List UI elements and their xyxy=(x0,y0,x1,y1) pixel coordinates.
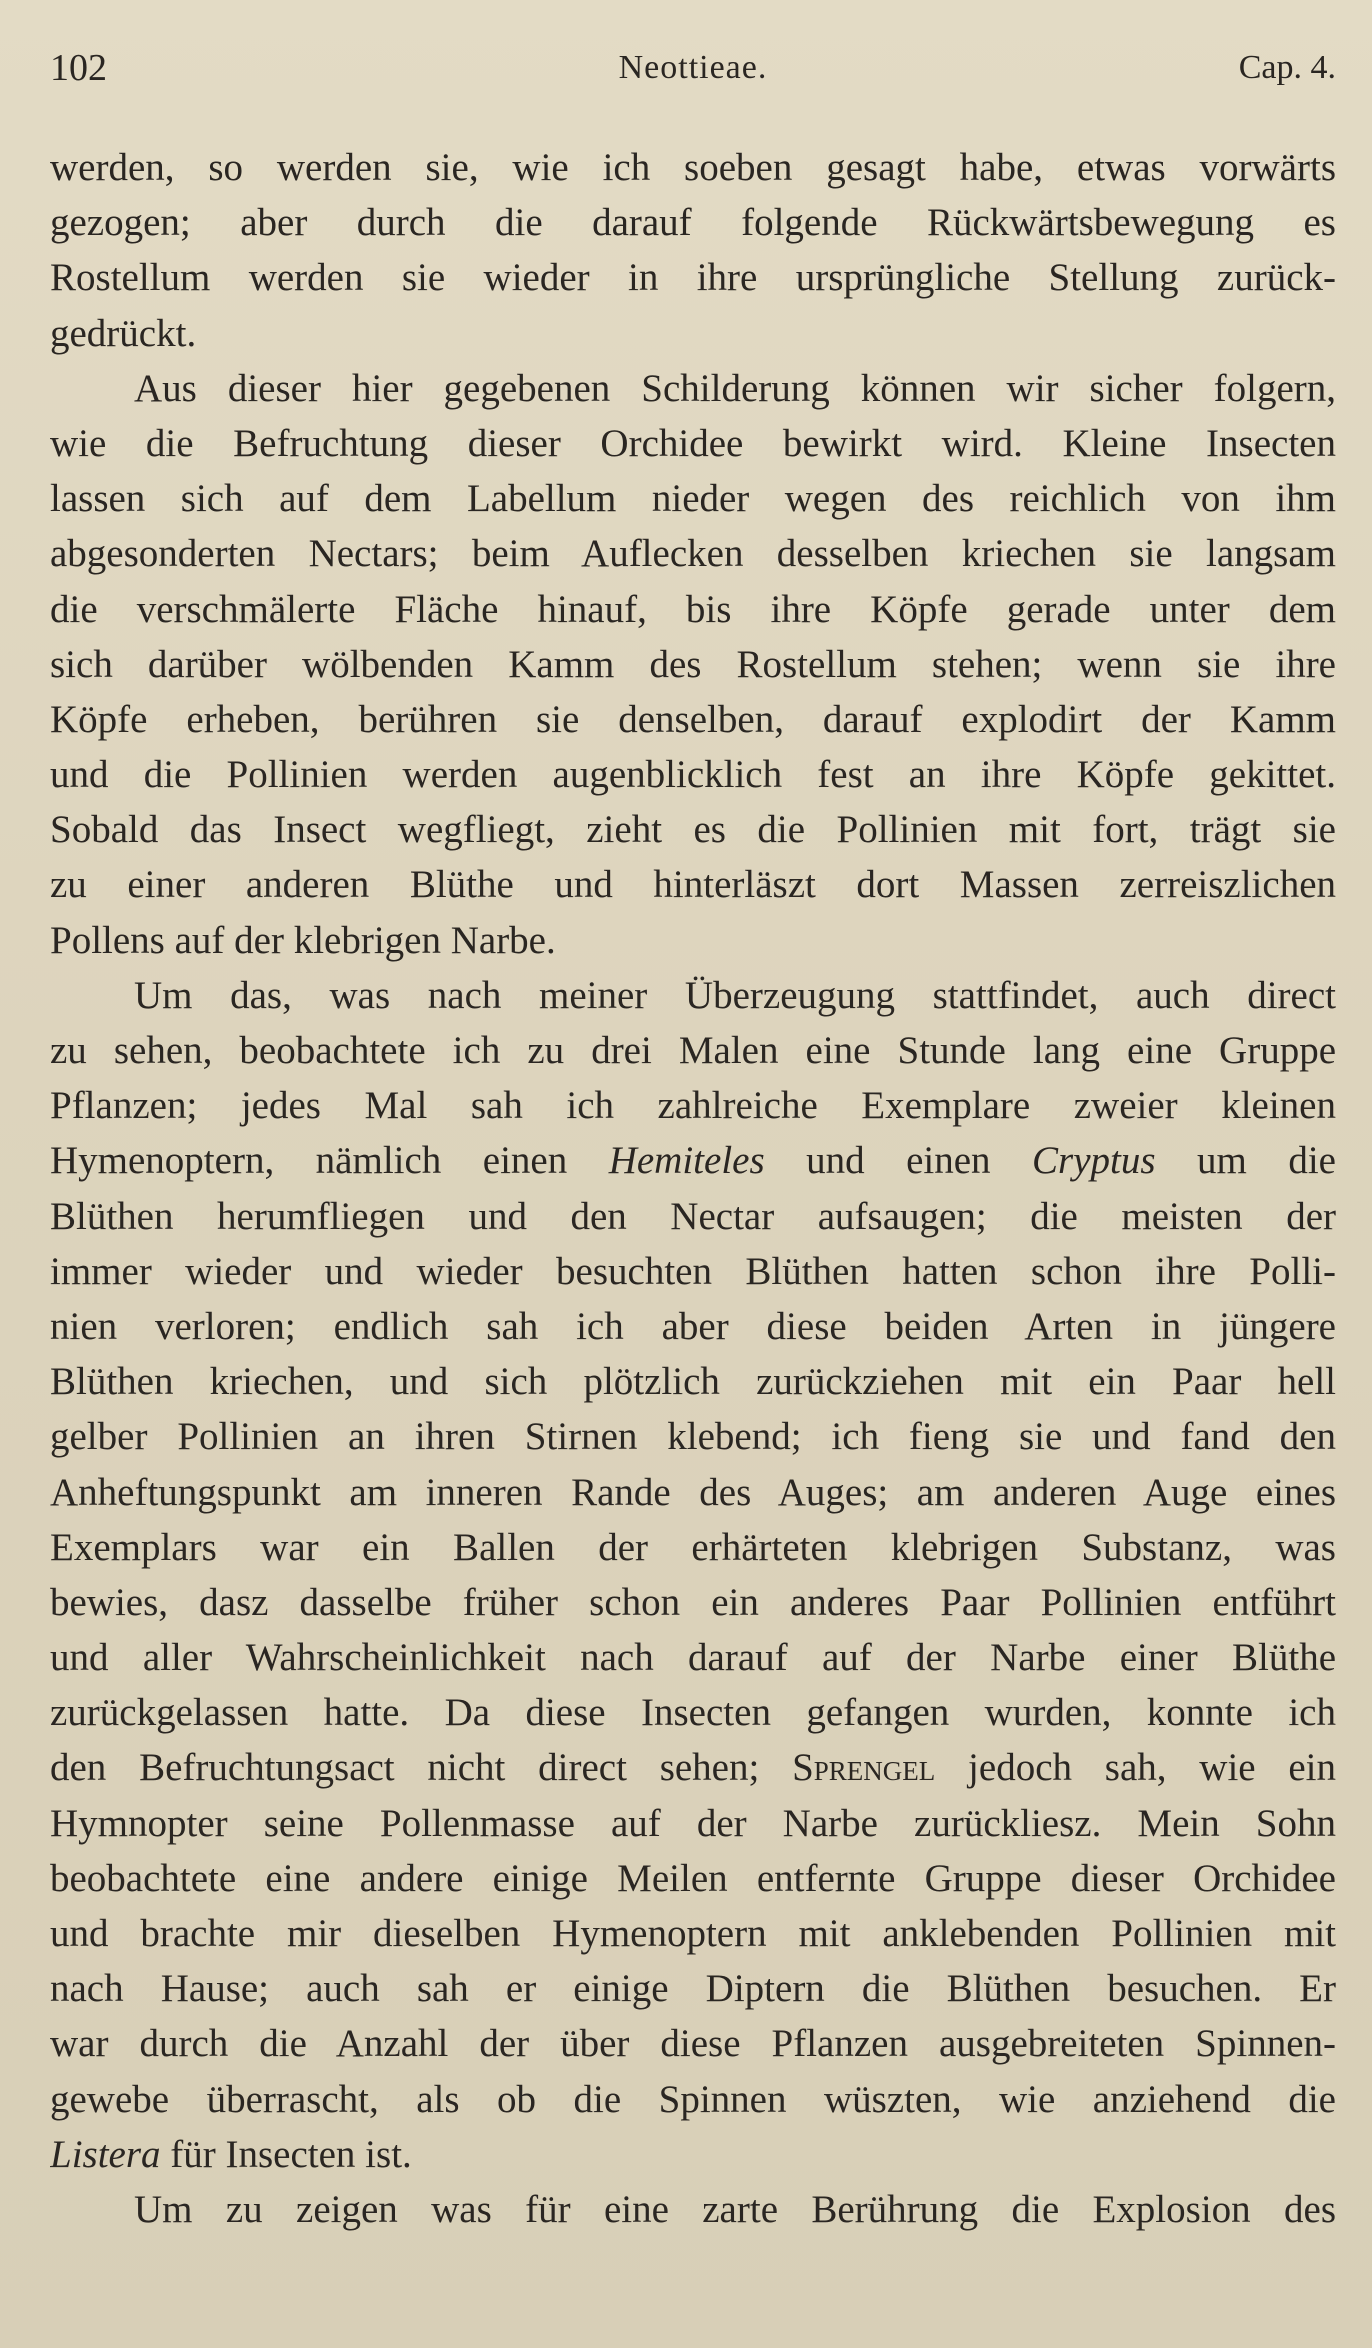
text-line xyxy=(50,1189,1336,1244)
text-line xyxy=(50,913,1336,968)
text-segment: für Insecten ist. xyxy=(160,2132,412,2176)
text-line xyxy=(50,968,1336,1023)
text-segment: Pflanzen; jedes Mal sah ich zahlreiche Exemplare zweier kleinen xyxy=(50,1084,1336,1128)
text-line xyxy=(50,140,1336,195)
chapter-label: Cap. 4. xyxy=(1238,49,1336,86)
text-segment: Hemiteles xyxy=(608,1139,765,1183)
text-line xyxy=(50,1133,1336,1188)
text-segment: Sprengel xyxy=(792,1746,936,1790)
text-line xyxy=(50,1465,1336,1520)
text-line xyxy=(50,857,1336,912)
text-line xyxy=(50,2127,1336,2182)
body-text xyxy=(50,140,1336,2237)
page-number: 102 xyxy=(50,47,107,89)
text-segment: Exemplars war ein Ballen der erhärteten klebrigen Substanz, was xyxy=(50,1525,1336,1569)
text-segment: wie die Befruchtung dieser Orchidee bewirkt wird. Kleine Insecten xyxy=(50,421,1336,465)
text-line xyxy=(50,1630,1336,1685)
text-segment: sich darüber wölbenden Kamm des Rostellum stehen; wenn sie ihre xyxy=(50,642,1336,686)
text-line xyxy=(50,416,1336,471)
text-segment: gezogen; aber durch die darauf folgende Rückwärtsbewegung es xyxy=(50,201,1336,245)
text-segment: nien verloren; endlich sah ich aber diese beiden Arten in jüngere xyxy=(50,1304,1336,1348)
text-line xyxy=(50,250,1336,305)
text-segment: Hymnopter seine Pollenmasse auf der Narbe zurückliesz. Mein Sohn xyxy=(50,1801,1336,1845)
text-segment: zurückgelassen hatte. Da diese Insecten gefangen wurden, konnte ich xyxy=(50,1691,1336,1735)
text-line xyxy=(50,2072,1336,2127)
text-segment: abgesonderten Nectars; beim Auflecken desselben kriechen sie langsam xyxy=(50,532,1336,576)
text-line xyxy=(50,692,1336,747)
text-segment: gelber Pollinien an ihren Stirnen klebend; ich fieng sie und fand den xyxy=(50,1415,1336,1459)
text-line xyxy=(50,1299,1336,1354)
text-segment: zu einer anderen Blüthe und hinterläszt dort Massen zerreiszlichen xyxy=(50,863,1336,907)
text-segment: Sobald das Insect wegfliegt, zieht es die Pollinien mit fort, trägt sie xyxy=(50,808,1336,852)
text-line xyxy=(50,2016,1336,2071)
text-segment: die verschmälerte Fläche hinauf, bis ihre Köpfe gerade unter dem xyxy=(50,587,1336,631)
text-segment: Blüthen herumfliegen und den Nectar aufsaugen; die meisten der xyxy=(50,1194,1336,1238)
text-segment: den Befruchtungsact nicht direct sehen; xyxy=(50,1746,793,1790)
text-segment: werden, so werden sie, wie ich soeben gesagt habe, etwas vorwärts xyxy=(50,146,1336,189)
text-segment: gewebe überrascht, als ob die Spinnen wüszten, wie anziehend die xyxy=(50,2077,1336,2121)
text-line xyxy=(50,1961,1336,2016)
text-line xyxy=(50,306,1336,361)
text-segment: zu sehen, beobachtete ich zu drei Malen eine Stunde lang eine Gruppe xyxy=(50,1029,1336,1072)
text-line xyxy=(50,802,1336,857)
text-segment: Pollens auf der klebrigen Narbe. xyxy=(50,918,556,962)
running-header xyxy=(50,38,1336,98)
text-segment: immer wieder und wieder besuchten Blüthen hatten schon ihre Polli- xyxy=(50,1249,1336,1293)
text-line xyxy=(50,195,1336,250)
text-segment: um die xyxy=(1155,1139,1336,1183)
text-segment: Köpfe erheben, berühren sie denselben, darauf explodirt der Kamm xyxy=(50,697,1336,741)
text-segment: Um zu zeigen was für eine zarte Berührung die Explosion des xyxy=(134,2187,1336,2231)
text-segment: und die Pollinien werden augenblicklich fest an ihre Köpfe gekittet. xyxy=(50,753,1336,797)
text-line xyxy=(50,526,1336,581)
text-line xyxy=(50,637,1336,692)
text-line xyxy=(50,1520,1336,1575)
text-line xyxy=(50,582,1336,637)
text-line xyxy=(50,361,1336,416)
text-line xyxy=(50,747,1336,802)
text-line xyxy=(50,1740,1336,1795)
text-segment: Listera xyxy=(50,2132,161,2176)
text-segment: Blüthen kriechen, und sich plötzlich zurückziehen mit ein Paar hell xyxy=(50,1360,1336,1404)
text-segment: und aller Wahrscheinlichkeit nach darauf auf der Narbe einer Blüthe xyxy=(50,1636,1336,1680)
text-segment: Hymenoptern, nämlich einen xyxy=(50,1139,609,1183)
text-line xyxy=(50,471,1336,526)
text-line xyxy=(50,1906,1336,1961)
text-line xyxy=(50,1023,1336,1078)
text-segment: und einen xyxy=(764,1139,1033,1183)
text-segment: Anheftungspunkt am inneren Rande des Auges; am anderen Auge eines xyxy=(50,1470,1336,1514)
text-segment: bewies, dasz dasselbe früher schon ein anderes Paar Pollinien entführt xyxy=(50,1580,1336,1624)
text-segment: Um das, was nach meiner Überzeugung stattfindet, auch direct xyxy=(134,973,1336,1017)
text-line xyxy=(50,1796,1336,1851)
text-line xyxy=(50,1244,1336,1299)
running-title: Neottieae. xyxy=(618,49,768,86)
text-line xyxy=(50,1354,1336,1409)
text-segment: nach Hause; auch sah er einige Diptern die Blüthen besuchen. Er xyxy=(50,1967,1336,2011)
text-segment: Cryptus xyxy=(1032,1139,1156,1183)
text-segment: gedrückt. xyxy=(50,311,197,355)
text-segment: jedoch sah, wie ein xyxy=(935,1746,1336,1790)
text-segment: und brachte mir dieselben Hymenoptern mit anklebenden Pollinien mit xyxy=(50,1912,1336,1955)
text-line xyxy=(50,1685,1336,1740)
text-segment: lassen sich auf dem Labellum nieder wegen des reichlich von ihm xyxy=(50,477,1336,521)
text-line xyxy=(50,1078,1336,1133)
text-line xyxy=(50,1409,1336,1464)
text-segment: Aus dieser hier gegebenen Schilderung können wir sicher folgern, xyxy=(134,366,1336,410)
text-segment: beobachtete eine andere einige Meilen entfernte Gruppe dieser Orchidee xyxy=(50,1856,1336,1900)
text-line xyxy=(50,1851,1336,1906)
text-line xyxy=(50,1575,1336,1630)
text-segment: Rostellum werden sie wieder in ihre ursprüngliche Stellung zurück- xyxy=(50,256,1336,300)
text-line xyxy=(50,2182,1336,2237)
text-segment: war durch die Anzahl der über diese Pflanzen ausgebreiteten Spinnen- xyxy=(50,2022,1336,2066)
